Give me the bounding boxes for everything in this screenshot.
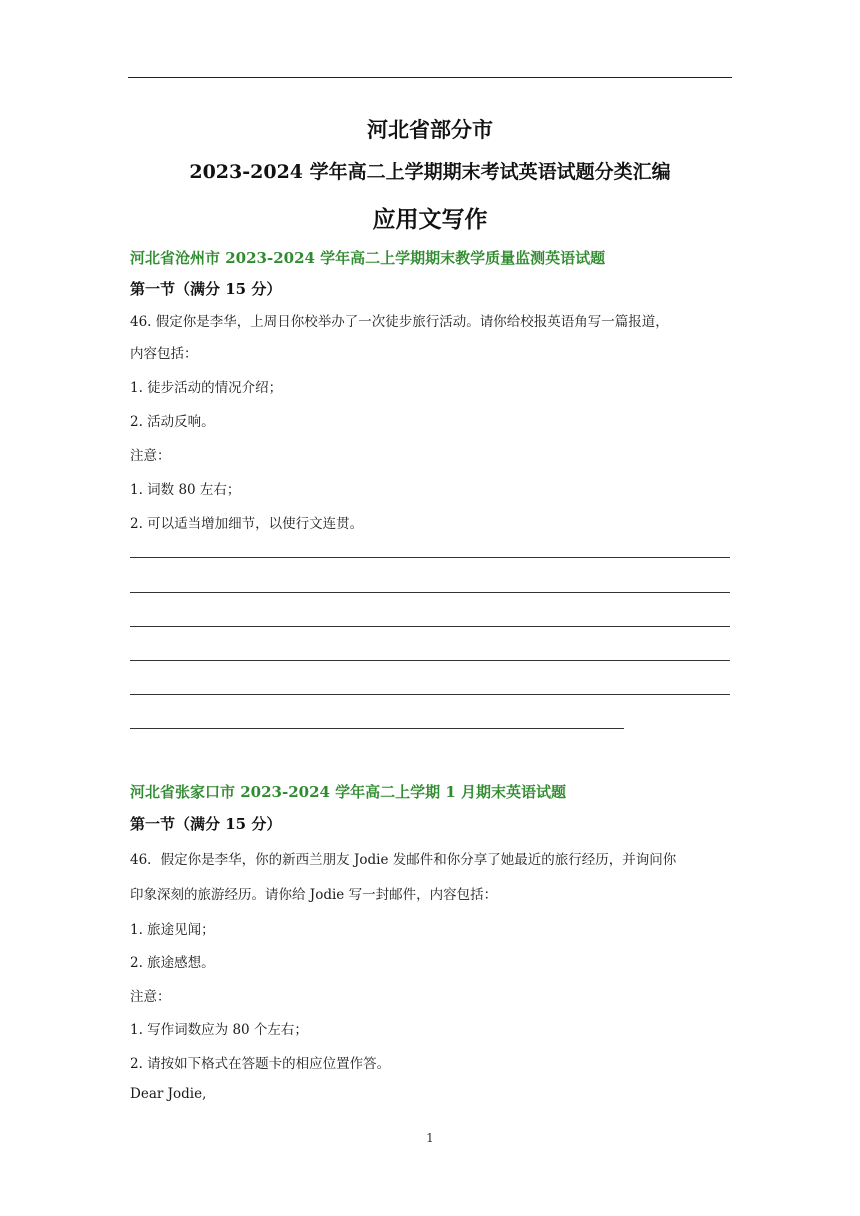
section2-note-2: 2. 请按如下格式在答题卡的相应位置作答。 (130, 1056, 391, 1072)
answer-line (130, 728, 624, 729)
section2-notes-label: 注意： (130, 989, 171, 1005)
answer-line (130, 557, 730, 558)
section1-prompt-line2: 内容包括： (130, 346, 198, 362)
section2-note-1: 1. 写作词数应为 80 个左右； (130, 1022, 308, 1038)
doc-title-region: 河北省部分市 (367, 117, 493, 142)
section2-prompt-line2: 印象深刻的旅游经历。请你给 Jodie 写一封邮件，内容包括： (130, 887, 498, 903)
doc-title-exam: 2023-2024 学年高二上学期期末考试英语试题分类汇编 (189, 161, 671, 183)
section2-point-2: 2. 旅途感想。 (130, 955, 215, 971)
section2-point-1: 1. 旅途见闻； (130, 922, 215, 938)
doc-title-topic: 应用文写作 (372, 206, 488, 233)
section1-notes-label: 注意： (130, 448, 171, 464)
header-rule (128, 77, 732, 78)
section1-prompt-line1: 46. 假定你是李华，上周日你校举办了一次徒步旅行活动。请你给校报英语角写一篇报道， (130, 314, 669, 330)
section1-point-1: 1. 徒步活动的情况介绍； (130, 380, 283, 396)
section1-note-1: 1. 词数 80 左右； (130, 482, 241, 498)
section2-source: 河北省张家口市 2023-2024 学年高二上学期 1 月期末英语试题 (130, 783, 567, 801)
answer-line (130, 626, 730, 627)
section2-prompt-line1: 46．假定你是李华，你的新西兰朋友 Jodie 发邮件和你分享了她最近的旅行经历，并询问你 (130, 852, 677, 868)
section1-source: 河北省沧州市 2023-2024 学年高二上学期期末教学质量监测英语试题 (130, 249, 606, 267)
section2-greeting: Dear Jodie, (130, 1086, 207, 1102)
section1-part: 第一节（满分 15 分） (130, 280, 282, 298)
answer-line (130, 694, 730, 695)
section1-note-2: 2. 可以适当增加细节，以使行文连贯。 (130, 516, 364, 532)
answer-line (130, 660, 730, 661)
page-number: 1 (426, 1131, 434, 1145)
section2-part: 第一节（满分 15 分） (130, 815, 282, 833)
answer-line (130, 592, 730, 593)
section1-point-2: 2. 活动反响。 (130, 414, 215, 430)
